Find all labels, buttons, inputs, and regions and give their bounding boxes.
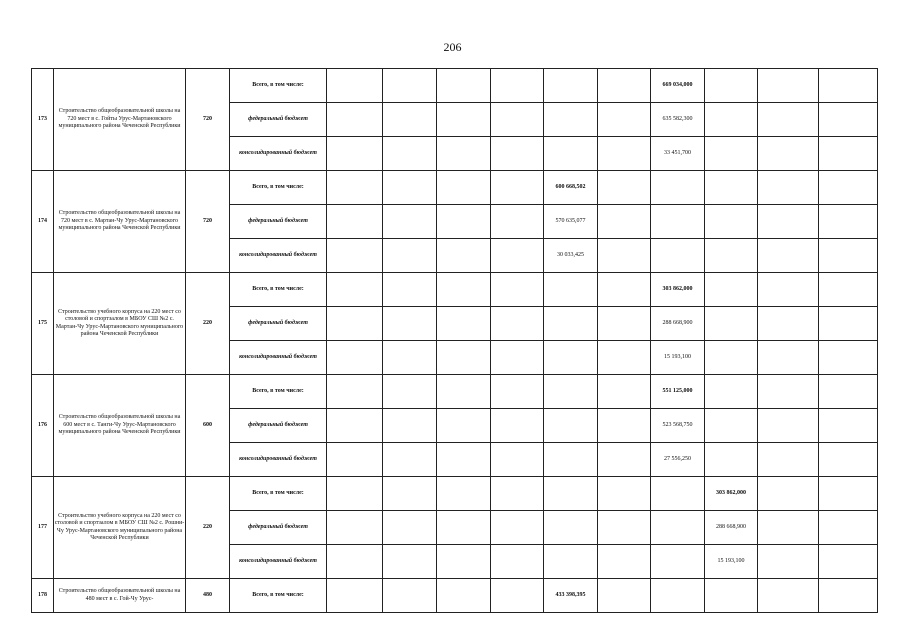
amount-cell — [598, 205, 651, 239]
amount-cell — [819, 545, 878, 579]
amount-cell — [544, 477, 598, 511]
amount-cell — [598, 273, 651, 307]
amount-cell — [383, 171, 437, 205]
amount-cell — [383, 477, 437, 511]
amount-cell — [758, 341, 819, 375]
amount-cell — [705, 341, 758, 375]
amount-cell — [598, 307, 651, 341]
amount-cell — [598, 103, 651, 137]
funding-type: Всего, в том числе: — [230, 477, 327, 511]
table-row — [32, 579, 878, 613]
amount-cell — [705, 137, 758, 171]
table-row — [32, 171, 878, 205]
amount-cell — [437, 375, 491, 409]
amount-cell — [705, 239, 758, 273]
funding-type: федеральный бюджет — [230, 205, 327, 239]
amount-cell — [819, 409, 878, 443]
amount-cell — [819, 273, 878, 307]
amount-cell — [651, 545, 705, 579]
amount-cell — [383, 341, 437, 375]
row-number: 173 — [32, 69, 54, 171]
amount-cell: 635 582,300 — [651, 103, 705, 137]
amount-cell — [651, 205, 705, 239]
amount-cell — [327, 341, 383, 375]
amount-cell — [598, 239, 651, 273]
amount-cell: 433 398,395 — [544, 579, 598, 613]
amount-cell — [758, 307, 819, 341]
amount-cell — [327, 239, 383, 273]
amount-cell — [383, 375, 437, 409]
amount-cell: 551 125,000 — [651, 375, 705, 409]
amount-cell: 15 193,100 — [651, 341, 705, 375]
amount-cell — [758, 137, 819, 171]
amount-cell — [758, 239, 819, 273]
amount-cell — [491, 579, 544, 613]
amount-cell — [544, 103, 598, 137]
amount-cell — [598, 443, 651, 477]
amount-cell — [598, 579, 651, 613]
object-name: Строительство общеобразовательной школы на 600 мест в с. Танги-Чу Урус-Мартановского муниципального района Чеченской Республики — [54, 375, 186, 477]
amount-cell — [383, 307, 437, 341]
amount-cell — [437, 69, 491, 103]
amount-cell — [491, 477, 544, 511]
amount-cell — [491, 307, 544, 341]
amount-cell: 27 556,250 — [651, 443, 705, 477]
amount-cell — [327, 103, 383, 137]
amount-cell — [819, 205, 878, 239]
amount-cell — [819, 341, 878, 375]
amount-cell — [705, 375, 758, 409]
capacity-cell: 220 — [186, 273, 230, 375]
amount-cell — [705, 171, 758, 205]
amount-cell — [598, 511, 651, 545]
amount-cell — [819, 443, 878, 477]
funding-type: Всего, в том числе: — [230, 171, 327, 205]
funding-type: консолидированный бюджет — [230, 137, 327, 171]
amount-cell — [383, 511, 437, 545]
amount-cell — [544, 273, 598, 307]
amount-cell — [491, 239, 544, 273]
amount-cell — [758, 579, 819, 613]
amount-cell: 15 193,100 — [705, 545, 758, 579]
table-row — [32, 273, 878, 307]
amount-cell — [651, 511, 705, 545]
amount-cell — [819, 511, 878, 545]
amount-cell — [383, 579, 437, 613]
amount-cell — [651, 171, 705, 205]
amount-cell — [544, 545, 598, 579]
amount-cell — [383, 443, 437, 477]
amount-cell — [437, 239, 491, 273]
amount-cell — [327, 409, 383, 443]
amount-cell — [819, 239, 878, 273]
amount-cell — [437, 477, 491, 511]
amount-cell — [327, 443, 383, 477]
amount-cell — [758, 545, 819, 579]
amount-cell — [544, 137, 598, 171]
amount-cell: 303 862,000 — [651, 273, 705, 307]
amount-cell — [383, 69, 437, 103]
amount-cell — [598, 171, 651, 205]
amount-cell — [705, 273, 758, 307]
object-name: Строительство учебного корпуса на 220 мест со столовой и спортзалом в МБОУ СШ №2 с. Мартан-Чу Урус-Мартановского муниципального района Чеченской Республики — [54, 273, 186, 375]
amount-cell — [819, 69, 878, 103]
amount-cell — [819, 137, 878, 171]
amount-cell — [491, 171, 544, 205]
amount-cell — [705, 103, 758, 137]
funding-type: Всего, в том числе: — [230, 579, 327, 613]
amount-cell — [544, 375, 598, 409]
amount-cell — [383, 545, 437, 579]
amount-cell — [598, 545, 651, 579]
object-name: Строительство общеобразовательной школы на 720 мест в с. Гойты Урус-Мартановского муниципального района Чеченской Республики — [54, 69, 186, 171]
funding-type: консолидированный бюджет — [230, 443, 327, 477]
object-name: Строительство общеобразовательной школы на 480 мест в с. Гой-Чу Урус- — [54, 579, 186, 613]
amount-cell — [491, 69, 544, 103]
capacity-cell: 480 — [186, 579, 230, 613]
amount-cell — [327, 511, 383, 545]
amount-cell — [819, 171, 878, 205]
amount-cell — [758, 477, 819, 511]
amount-cell — [758, 273, 819, 307]
amount-cell — [544, 307, 598, 341]
amount-cell — [327, 375, 383, 409]
row-number: 174 — [32, 171, 54, 273]
amount-cell — [758, 69, 819, 103]
amount-cell — [491, 341, 544, 375]
amount-cell — [819, 375, 878, 409]
amount-cell — [705, 307, 758, 341]
amount-cell — [437, 307, 491, 341]
amount-cell — [383, 409, 437, 443]
amount-cell — [327, 477, 383, 511]
amount-cell — [383, 205, 437, 239]
amount-cell — [651, 579, 705, 613]
amount-cell — [758, 409, 819, 443]
budget-table — [31, 68, 878, 613]
amount-cell — [819, 579, 878, 613]
capacity-cell: 600 — [186, 375, 230, 477]
amount-cell — [598, 409, 651, 443]
row-number: 177 — [32, 477, 54, 579]
row-number: 178 — [32, 579, 54, 613]
amount-cell: 570 635,077 — [544, 205, 598, 239]
funding-type: Всего, в том числе: — [230, 69, 327, 103]
amount-cell — [491, 443, 544, 477]
amount-cell — [705, 69, 758, 103]
funding-type: федеральный бюджет — [230, 103, 327, 137]
amount-cell — [758, 171, 819, 205]
amount-cell — [383, 103, 437, 137]
amount-cell — [651, 239, 705, 273]
amount-cell — [437, 511, 491, 545]
amount-cell — [491, 205, 544, 239]
funding-type: федеральный бюджет — [230, 307, 327, 341]
amount-cell — [598, 477, 651, 511]
capacity-cell: 720 — [186, 171, 230, 273]
amount-cell — [437, 409, 491, 443]
amount-cell — [437, 579, 491, 613]
capacity-cell: 220 — [186, 477, 230, 579]
amount-cell — [819, 477, 878, 511]
amount-cell — [491, 103, 544, 137]
amount-cell: 523 568,750 — [651, 409, 705, 443]
amount-cell — [491, 545, 544, 579]
amount-cell — [491, 409, 544, 443]
amount-cell — [491, 375, 544, 409]
amount-cell — [383, 273, 437, 307]
amount-cell — [327, 69, 383, 103]
amount-cell — [598, 341, 651, 375]
amount-cell: 288 668,900 — [651, 307, 705, 341]
amount-cell — [544, 511, 598, 545]
amount-cell — [544, 69, 598, 103]
amount-cell — [651, 477, 705, 511]
amount-cell — [327, 579, 383, 613]
amount-cell — [598, 137, 651, 171]
amount-cell — [491, 137, 544, 171]
funding-type: консолидированный бюджет — [230, 341, 327, 375]
table-row — [32, 69, 878, 103]
amount-cell: 669 034,000 — [651, 69, 705, 103]
amount-cell — [437, 103, 491, 137]
amount-cell — [705, 205, 758, 239]
amount-cell — [327, 307, 383, 341]
funding-type: федеральный бюджет — [230, 409, 327, 443]
funding-type: Всего, в том числе: — [230, 273, 327, 307]
amount-cell: 303 862,000 — [705, 477, 758, 511]
funding-type: федеральный бюджет — [230, 511, 327, 545]
amount-cell — [327, 273, 383, 307]
capacity-cell: 720 — [186, 69, 230, 171]
funding-type: консолидированный бюджет — [230, 545, 327, 579]
amount-cell — [491, 511, 544, 545]
amount-cell — [598, 69, 651, 103]
amount-cell — [758, 103, 819, 137]
amount-cell: 33 451,700 — [651, 137, 705, 171]
funding-type: консолидированный бюджет — [230, 239, 327, 273]
amount-cell — [544, 443, 598, 477]
amount-cell — [758, 443, 819, 477]
amount-cell — [819, 307, 878, 341]
object-name: Строительство учебного корпуса на 220 мест со столовой и спортзалом в МБОУ СШ №2 с. Рошни-Чу Урус-Мартановского муниципального района Чеченской Республики — [54, 477, 186, 579]
amount-cell — [437, 273, 491, 307]
amount-cell: 288 668,900 — [705, 511, 758, 545]
amount-cell — [437, 341, 491, 375]
table-row — [32, 477, 878, 511]
amount-cell: 30 033,425 — [544, 239, 598, 273]
page-number: 206 — [443, 40, 462, 54]
amount-cell — [705, 579, 758, 613]
amount-cell — [437, 443, 491, 477]
amount-cell — [598, 375, 651, 409]
amount-cell — [437, 545, 491, 579]
amount-cell — [544, 409, 598, 443]
amount-cell — [758, 375, 819, 409]
amount-cell — [437, 171, 491, 205]
funding-type: Всего, в том числе: — [230, 375, 327, 409]
amount-cell — [327, 137, 383, 171]
amount-cell: 600 668,502 — [544, 171, 598, 205]
amount-cell — [327, 545, 383, 579]
row-number: 176 — [32, 375, 54, 477]
amount-cell — [819, 103, 878, 137]
amount-cell — [544, 341, 598, 375]
amount-cell — [758, 511, 819, 545]
table-row — [32, 375, 878, 409]
amount-cell — [758, 205, 819, 239]
object-name: Строительство общеобразовательной школы на 720 мест в с. Мартан-Чу Урус-Мартановского муниципального района Чеченской Республики — [54, 171, 186, 273]
amount-cell — [437, 137, 491, 171]
amount-cell — [437, 205, 491, 239]
amount-cell — [327, 171, 383, 205]
amount-cell — [327, 205, 383, 239]
amount-cell — [705, 443, 758, 477]
amount-cell — [491, 273, 544, 307]
row-number: 175 — [32, 273, 54, 375]
amount-cell — [705, 409, 758, 443]
amount-cell — [383, 239, 437, 273]
amount-cell — [383, 137, 437, 171]
